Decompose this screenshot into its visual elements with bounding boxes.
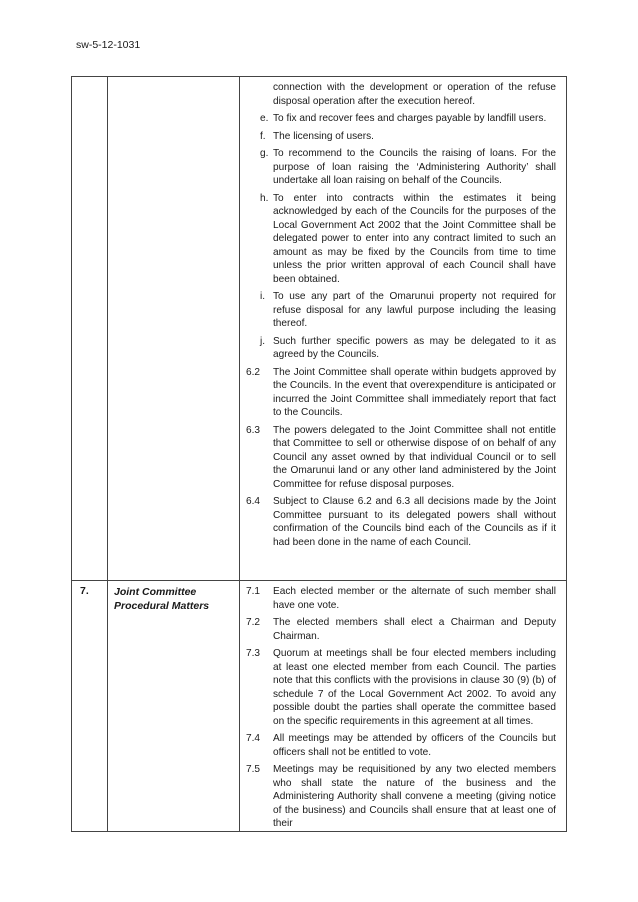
sub-item-e: e. To fix and recover fees and charges payable by landfill users. (260, 113, 547, 124)
document-id: sw-5-12-1031 (76, 39, 141, 51)
sub-item-i: i. To use any part of the Omarunui property not required for refuse disposal for any lawful purpose including the leasing thereof. (260, 291, 556, 329)
table-row-section-6 (72, 77, 567, 581)
sub-item-h: h. To enter into contracts within the estimates it being acknowledged by each of the Councils for the purposes of the Local Government Act 2002 that the Joint Committee shall be delegated power to enter into any contract limited to such an amount as may be fixed by the Councils from time to time unless the prior written approval of each Council shall have been obtained. (260, 192, 556, 285)
clause-6-3: 6.3 The powers delegated to the Joint Committee shall not entitle that Committee to sell or otherwise dispose of on behalf of any Council any asset owned by that individual Council or to sell the Omarunui land or any other land administered by the Joint Committee for refuse disposal purposes. (246, 424, 556, 490)
clause-6-4: 6.4 Subject to Clause 6.2 and 6.3 all decisions made by the Joint Committee pursuant to its delegated powers shall without confirmation of the Councils bind each of the Councils as if it had been done in the name of each Council. (246, 496, 556, 548)
sub-item-j: j. Such further specific powers as may be delegated to it as agreed by the Councils. (260, 335, 556, 360)
sub-item-f: f. The licensing of users. (260, 130, 374, 142)
clause-7-5: 7.5 Meetings may be requisitioned by any two elected members who shall state the nature of the business and the Administering Authority shall convene a meeting (giving notice of the business) and Councils shall ensure that at least one of their (246, 764, 556, 829)
section-title-cell (108, 77, 240, 581)
section-title: Joint Committee Procedural Matters (108, 581, 240, 832)
section-number: 7. (72, 581, 108, 832)
continuation-text: connection with the development or operation of the refuse disposal operation after the execution hereof. (273, 82, 556, 107)
clause-7-1: 7.1 Each elected member or the alternate of such member shall have one vote. (246, 586, 556, 611)
clause-7-4: 7.4 All meetings may be attended by officers of the Councils but officers shall not be entitled to vote. (246, 733, 556, 758)
clause-6-2: 6.2 The Joint Committee shall operate within budgets approved by the Councils. In the event that overexpenditure is anticipated or incurred the Joint Committee shall immediately report that fact to the Councils. (246, 366, 556, 418)
clause-7-2: 7.2 The elected members shall elect a Chairman and Deputy Chairman. (246, 617, 556, 642)
section-content-cell (240, 77, 567, 581)
table-row-section-7 (72, 581, 567, 832)
sub-item-g: g. To recommend to the Councils the raising of loans. For the purpose of loan raising the ‘Administering Authority’ shall undertake all loan raising on behalf of the Councils. (260, 148, 556, 186)
section-number-cell (72, 77, 108, 581)
agreement-table (71, 76, 567, 832)
section-content-cell (240, 581, 567, 832)
clause-7-3: 7.3 Quorum at meetings shall be four elected members including at least one elected member from each Council. The parties note that this conflicts with the provisions in clause 30 (9) (b) of schedule 7 of the Local Government Act 2002. To avoid any possible doubt the parties shall operate the committee based on the specific requirements in this agreement at all times. (246, 648, 556, 727)
